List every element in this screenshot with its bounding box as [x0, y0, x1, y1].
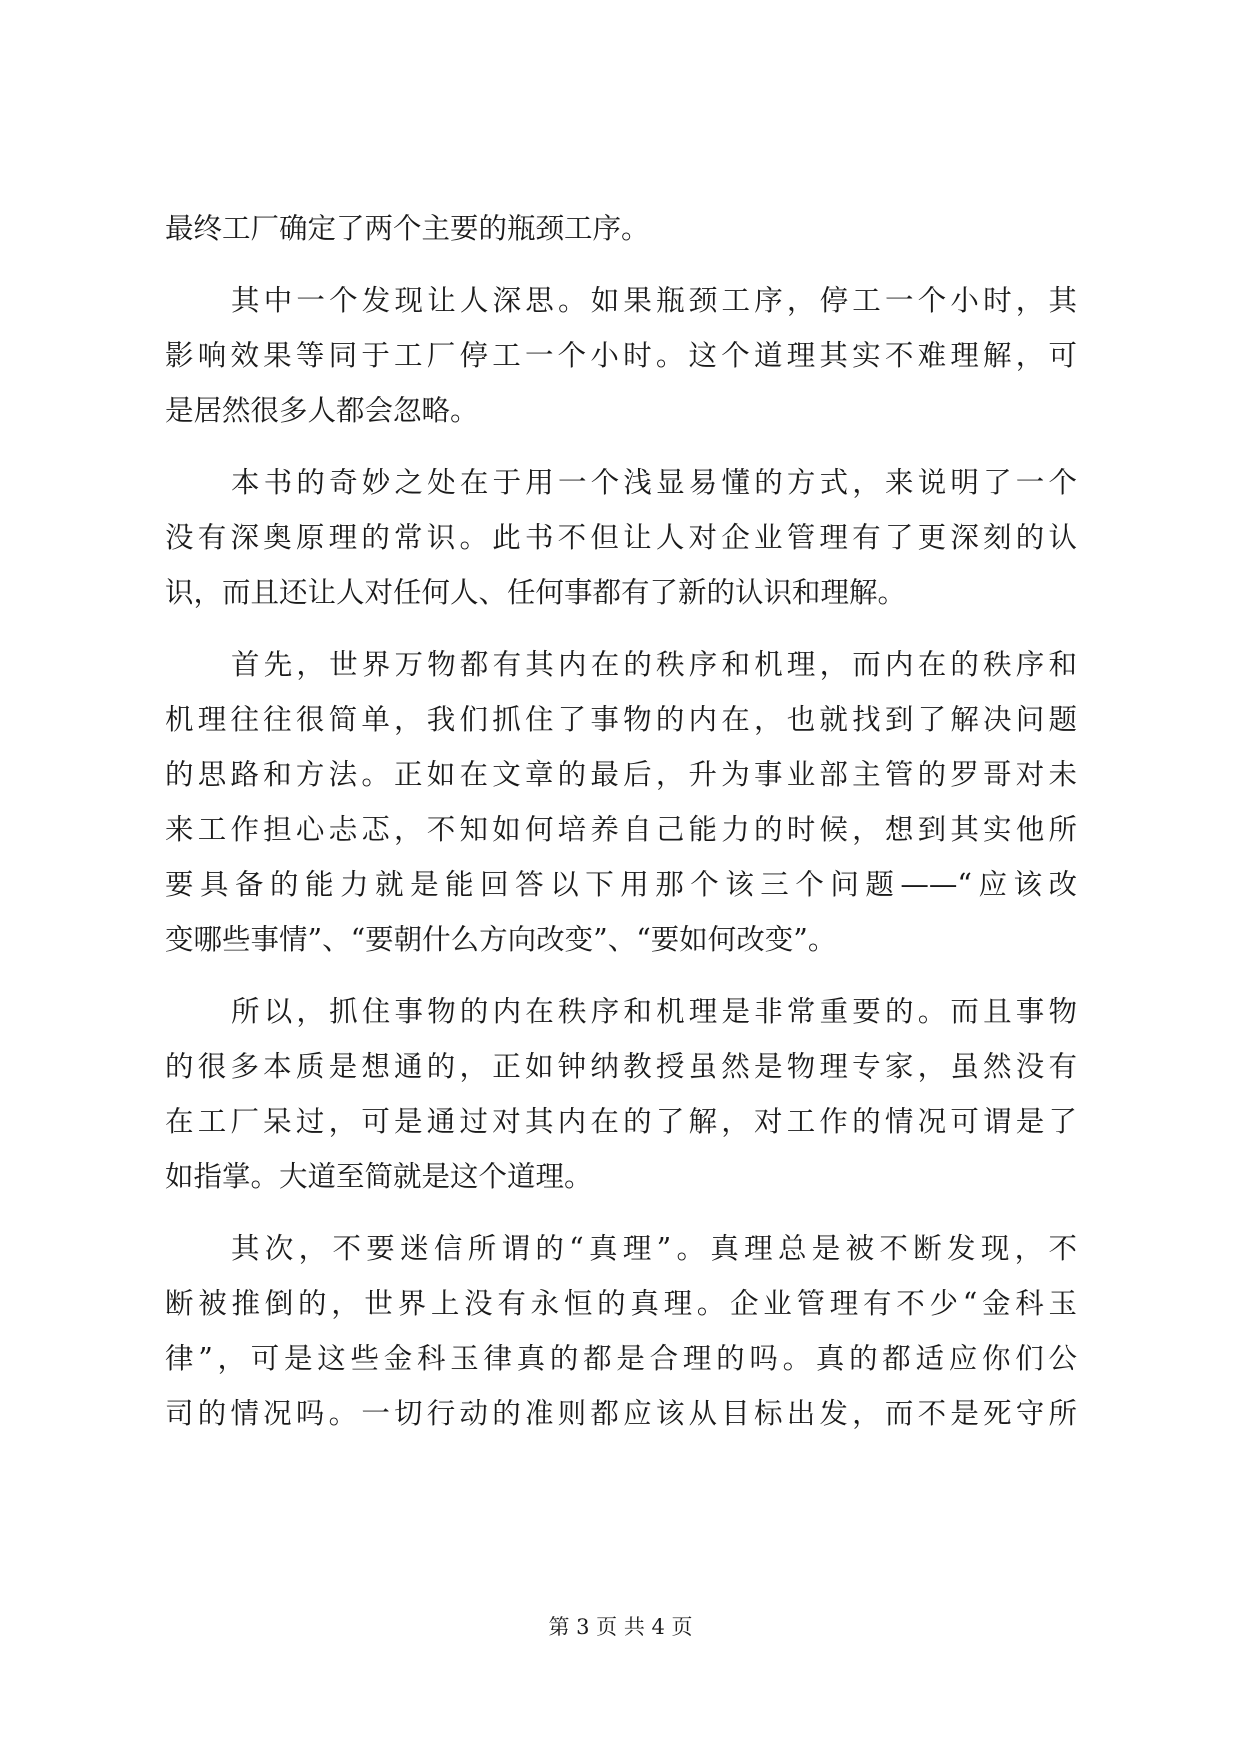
paragraph [165, 201, 1077, 256]
text-line: 其中一个发现让人深思。如果瓶颈工序，停工一个小时，其 [231, 284, 1077, 317]
body-text [165, 201, 1077, 1458]
text-line: 识，而且还让人对任何人、任何事都有了新的认识和理解。 [165, 576, 907, 609]
text-line: 其次，不要迷信所谓的“真理”。真理总是被不断发现，不 [231, 1232, 1077, 1265]
text-line: 没有深奥原理的常识。此书不但让人对企业管理有了更深刻的认 [165, 521, 1077, 554]
paragraph [165, 637, 1077, 967]
paragraph [165, 455, 1077, 620]
text-line: 首先，世界万物都有其内在的秩序和机理，而内在的秩序和 [231, 648, 1077, 681]
text-line: 司的情况吗。一切行动的准则都应该从目标出发，而不是死守所 [165, 1397, 1077, 1430]
text-line: 是居然很多人都会忽略。 [165, 394, 479, 427]
paragraph [165, 273, 1077, 438]
text-line: 影响效果等同于工厂停工一个小时。这个道理其实不难理解，可 [165, 339, 1077, 372]
text-line: 的很多本质是想通的，正如钟纳教授虽然是物理专家，虽然没有 [165, 1050, 1077, 1083]
text-line: 机理往往很简单，我们抓住了事物的内在，也就找到了解决问题 [165, 703, 1077, 736]
text-line: 来工作担心忐忑，不知如何培养自己能力的时候，想到其实他所 [165, 813, 1077, 846]
paragraph [165, 984, 1077, 1204]
text-line: 的思路和方法。正如在文章的最后，升为事业部主管的罗哥对未 [165, 758, 1077, 791]
text-line: 本书的奇妙之处在于用一个浅显易懂的方式，来说明了一个 [231, 466, 1077, 499]
text-line: 律”，可是这些金科玉律真的都是合理的吗。真的都适应你们公 [165, 1342, 1077, 1375]
text-line: 最终工厂确定了两个主要的瓶颈工序。 [165, 212, 650, 245]
text-line: 断被推倒的，世界上没有永恒的真理。企业管理有不少“金科玉 [165, 1287, 1077, 1320]
text-line: 要具备的能力就是能回答以下用那个该三个问题——“应该改 [165, 868, 1077, 901]
paragraph [165, 1221, 1077, 1441]
text-line: 所以，抓住事物的内在秩序和机理是非常重要的。而且事物 [231, 995, 1077, 1028]
page-footer: 第 3 页 共 4 页 [548, 1615, 693, 1639]
text-line: 在工厂呆过，可是通过对其内在的了解，对工作的情况可谓是了 [165, 1105, 1077, 1138]
text-line: 变哪些事情”、“要朝什么方向改变”、“要如何改变”。 [165, 923, 837, 956]
text-line: 如指掌。大道至简就是这个道理。 [165, 1160, 593, 1193]
